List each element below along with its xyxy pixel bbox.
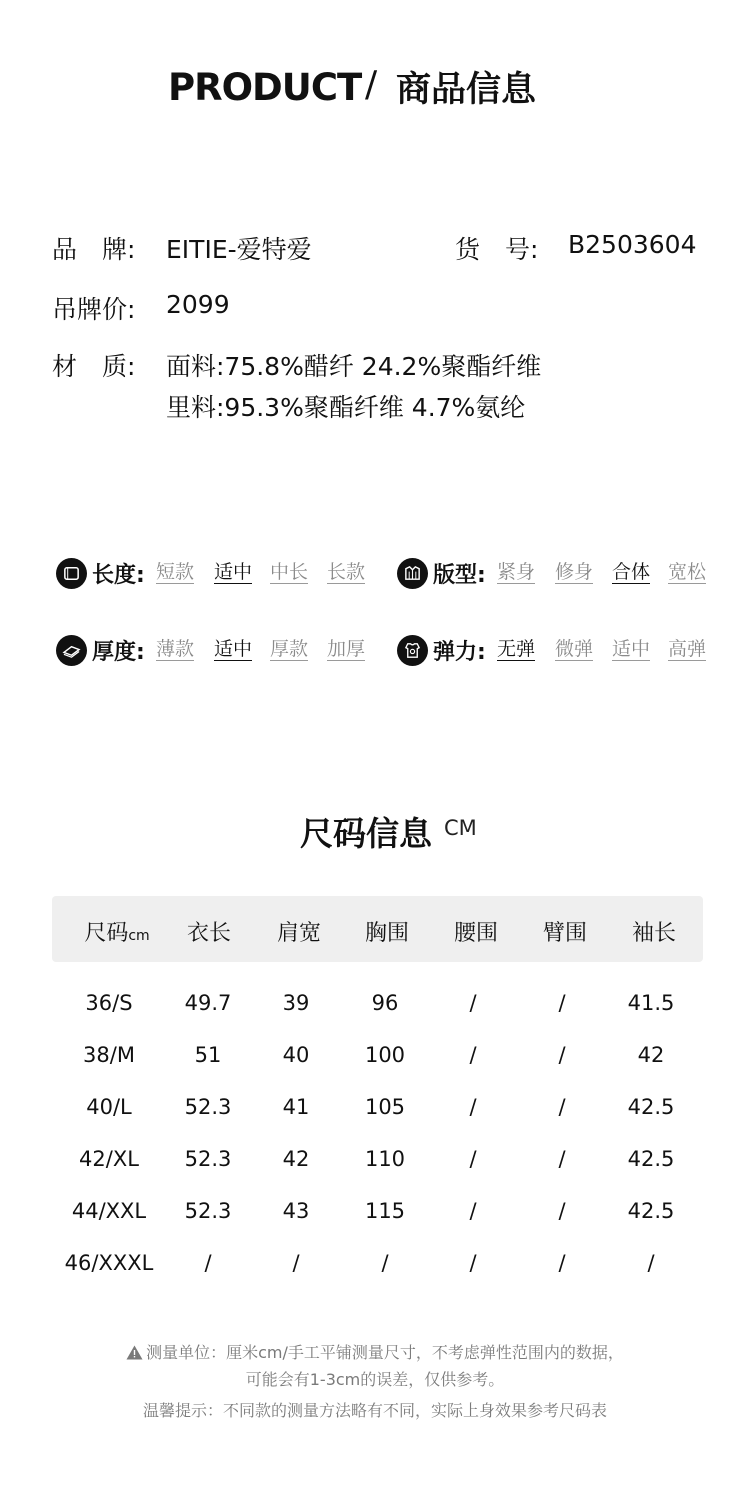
table-cell: / bbox=[647, 1251, 655, 1275]
price-label: 吊牌价: bbox=[52, 295, 136, 324]
table-cell: / bbox=[469, 1199, 477, 1223]
table-cell: 49.7 bbox=[184, 991, 232, 1015]
attr-fit-opt-3: 合体 bbox=[612, 561, 651, 583]
attr-length-label: 长度: bbox=[92, 563, 145, 588]
table-cell: / bbox=[469, 1147, 477, 1171]
size-section-title: 尺码信息 bbox=[300, 814, 432, 853]
table-cell: 51 bbox=[194, 1043, 222, 1067]
attr-length-opt-4: 长款 bbox=[327, 561, 366, 583]
attr-fit bbox=[397, 558, 717, 594]
attr-elasticity-opt-1: 无弹 bbox=[497, 638, 536, 660]
table-cell: 40 bbox=[282, 1043, 310, 1067]
price-value: 2099 bbox=[166, 290, 230, 319]
measurement-note-1 bbox=[0, 1340, 750, 1363]
measurement-note-2: 可能会有1-3cm的误差，仅供参考。 bbox=[245, 1370, 505, 1389]
attr-thickness-opt-4: 加厚 bbox=[327, 638, 366, 660]
table-cell: / bbox=[558, 1199, 566, 1223]
table-cell: / bbox=[204, 1251, 212, 1275]
table-cell: / bbox=[558, 1043, 566, 1067]
attr-fit-label: 版型: bbox=[433, 563, 486, 588]
table-cell: 46/XXXL bbox=[64, 1251, 154, 1275]
attr-elasticity-opt-4: 高弹 bbox=[668, 638, 707, 660]
table-cell: / bbox=[558, 1147, 566, 1171]
page-header bbox=[0, 58, 750, 114]
attr-length bbox=[56, 558, 376, 594]
th-size: 尺码cm bbox=[84, 921, 150, 946]
table-cell: / bbox=[469, 1095, 477, 1119]
th-shoulder: 肩宽 bbox=[276, 921, 321, 946]
table-cell: 96 bbox=[371, 991, 399, 1015]
table-cell: 42 bbox=[637, 1043, 665, 1067]
size-table-header bbox=[52, 896, 703, 962]
table-cell: 41 bbox=[282, 1095, 310, 1119]
table-cell: 42/XL bbox=[79, 1147, 139, 1171]
table-cell: 38/M bbox=[83, 1043, 135, 1067]
table-cell: / bbox=[292, 1251, 300, 1275]
page-title-en: PRODUCT bbox=[168, 66, 362, 109]
attr-thickness-opt-3: 厚款 bbox=[270, 638, 309, 660]
page-title-cn: 商品信息 bbox=[396, 70, 537, 110]
attr-length-opt-1: 短款 bbox=[156, 561, 195, 583]
warning-icon bbox=[126, 1345, 143, 1360]
attr-thickness-opt-2: 适中 bbox=[214, 638, 253, 660]
attr-fit-opt-1: 紧身 bbox=[497, 561, 536, 583]
th-arm: 臂围 bbox=[542, 921, 587, 946]
attr-elasticity-label: 弹力: bbox=[433, 640, 486, 665]
attr-length-opt-2: 适中 bbox=[214, 561, 253, 583]
table-cell: / bbox=[469, 1043, 477, 1067]
table-cell: 52.3 bbox=[184, 1147, 232, 1171]
table-cell: 52.3 bbox=[184, 1095, 232, 1119]
tips-note: 温馨提示：不同款的测量方法略有不同，实际上身效果参考尺码表 bbox=[142, 1401, 607, 1420]
table-cell: / bbox=[558, 991, 566, 1015]
table-cell: 115 bbox=[364, 1199, 406, 1223]
brand-value: EITIE-爱特爱 bbox=[166, 235, 312, 264]
table-cell: 42.5 bbox=[627, 1147, 675, 1171]
attr-length-opt-3: 中长 bbox=[270, 561, 309, 583]
th-length: 衣长 bbox=[186, 921, 231, 946]
table-cell: 44/XXL bbox=[71, 1199, 147, 1223]
table-cell: / bbox=[558, 1251, 566, 1275]
table-cell: 42.5 bbox=[627, 1095, 675, 1119]
th-size-unit: cm bbox=[128, 928, 150, 944]
attr-thickness-label: 厚度: bbox=[92, 640, 145, 665]
item-no-label: 货 号: bbox=[455, 235, 539, 264]
table-cell: 105 bbox=[364, 1095, 406, 1119]
table-cell: 42 bbox=[282, 1147, 310, 1171]
elasticity-icon bbox=[397, 635, 428, 666]
thickness-icon bbox=[56, 635, 87, 666]
attr-elasticity bbox=[397, 635, 717, 671]
table-cell: / bbox=[469, 1251, 477, 1275]
table-cell: 42.5 bbox=[627, 1199, 675, 1223]
measurement-note-text-1: 测量单位：厘米cm/手工平铺测量尺寸，不考虑弹性范围内的数据， bbox=[146, 1343, 624, 1362]
attr-elasticity-opt-2: 微弹 bbox=[555, 638, 594, 660]
table-cell: 43 bbox=[282, 1199, 310, 1223]
brand-label: 品 牌: bbox=[52, 235, 136, 264]
attr-thickness-opt-1: 薄款 bbox=[156, 638, 195, 660]
item-no-value: B2503604 bbox=[568, 230, 697, 259]
table-cell: 36/S bbox=[85, 991, 133, 1015]
table-cell: 52.3 bbox=[184, 1199, 232, 1223]
length-icon bbox=[56, 558, 87, 589]
table-cell: 41.5 bbox=[627, 991, 675, 1015]
table-cell: / bbox=[469, 991, 477, 1015]
th-waist: 腰围 bbox=[453, 921, 498, 946]
title-separator: / bbox=[365, 64, 378, 105]
size-section-unit: CM bbox=[444, 816, 477, 840]
table-cell: 110 bbox=[364, 1147, 406, 1171]
table-cell: 39 bbox=[282, 991, 310, 1015]
material-outer: 面料:75.8%醋纤 24.2%聚酯纤维 bbox=[166, 352, 542, 381]
fit-icon bbox=[397, 558, 428, 589]
material-lining: 里料:95.3%聚酯纤维 4.7%氨纶 bbox=[166, 393, 526, 422]
attr-fit-opt-4: 宽松 bbox=[668, 561, 707, 583]
attr-elasticity-opt-3: 适中 bbox=[612, 638, 651, 660]
material-label: 材 质: bbox=[52, 352, 136, 381]
table-cell: / bbox=[558, 1095, 566, 1119]
table-cell: 100 bbox=[364, 1043, 406, 1067]
table-cell: / bbox=[381, 1251, 389, 1275]
th-chest: 胸围 bbox=[364, 921, 409, 946]
attr-thickness bbox=[56, 635, 376, 671]
attr-fit-opt-2: 修身 bbox=[555, 561, 594, 583]
th-sleeve: 袖长 bbox=[631, 921, 676, 946]
table-cell: 40/L bbox=[86, 1095, 132, 1119]
